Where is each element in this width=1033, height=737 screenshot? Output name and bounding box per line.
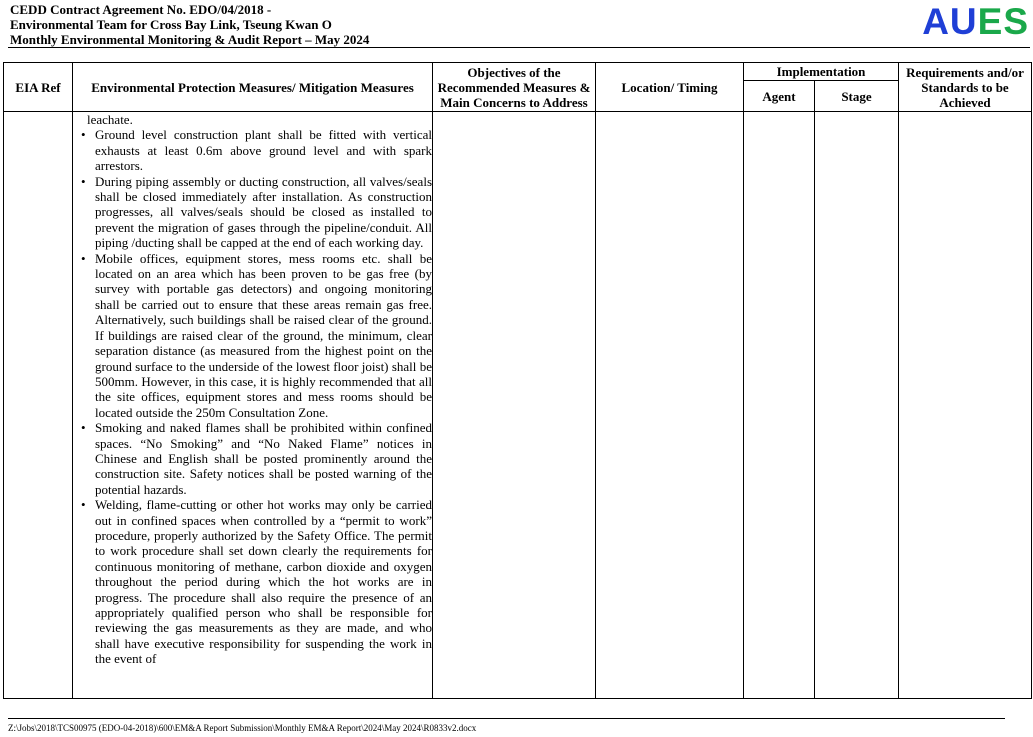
footer-divider [8,718,1005,719]
column-header-objectives: Objectives of the Recommended Measures & Main Concerns to Address [433,63,596,112]
footer-file-path: Z:\Jobs\2018\TCS00975 (EDO-04-2018)\600\EM&A Report Submission\Monthly EM&A Report\2024\May 2024\R0833v2.docx [8,723,477,733]
agent-cell [744,112,815,699]
document-header [10,2,910,47]
measure-continuation-text: leachate. [87,112,133,127]
column-header-stage: Stage [815,81,899,112]
column-header-eia-ref: EIA Ref [4,63,73,112]
eia-ref-cell [4,112,73,699]
list-item: • During piping assembly or ducting construction, all valves/seals shall be closed immediately after installation. As construction progresses, all valves/seals should be closed as installed to prevent the migration of gases through the pipeline/conduit. All piping /ducting shall be capped at the end of each working day. [87,174,432,251]
list-item: • Ground level construction plant shall be fitted with vertical exhausts at least 0.6m above ground level and with spark arrestors. [87,127,432,173]
mitigation-measures-table [3,62,1032,699]
column-header-requirements: Requirements and/or Standards to be Achieved [899,63,1032,112]
measures-bullet-list [73,127,432,666]
column-header-agent: Agent [744,81,815,112]
contract-title: CEDD Contract Agreement No. EDO/04/2018 - [10,2,272,17]
report-title: Monthly Environmental Monitoring & Audit Report – May 2024 [10,32,370,47]
list-item: • Smoking and naked flames shall be prohibited within confined spaces. “No Smoking” and “No Naked Flame” notices in Chinese and English shall be posted prominently around the construction site. Safety notices shall be posted warning of the potential hazards. [87,420,432,497]
logo-text-au: AU [922,1,978,42]
list-item: • Welding, flame-cutting or other hot works may only be carried out in confined spaces when controlled by a “permit to work” procedure, properly authorized by the Safety Office. The permit to work procedure shall set down clearly the requirements for continuous monitoring of methane, carbon dioxide and oxygen throughout the period during which the hot works are in progress. The procedure shall also require the presence of an appropriately qualified person who shall be responsible for reviewing the gas measurements as they are made, and who shall have executive responsibility for suspending the work in the event of [87,497,432,666]
stage-cell [815,112,899,699]
team-title: Environmental Team for Cross Bay Link, Tseung Kwan O [10,17,332,32]
requirements-cell [899,112,1032,699]
table-row [4,112,1032,699]
column-header-measures: Environmental Protection Measures/ Mitigation Measures [73,63,433,112]
list-item: • Mobile offices, equipment stores, mess rooms etc. shall be located on an area which has been proven to be gas free (by survey with portable gas detectors) and ongoing monitoring shall be carried out to ensure that these areas remain gas free. Alternatively, such buildings shall be raised clear of the ground. If buildings are raised clear of the ground, the minimum, clear separation distance (as measured from the highest point on the ground surface to the underside of the lowest floor joist) shall be 500mm. However, in this case, it is highly recommended that all the site offices, equipment stores and mess rooms should be located outside the 250m Consultation Zone. [87,251,432,420]
objectives-cell [433,112,596,699]
column-header-location-timing: Location/ Timing [596,63,744,112]
logo-text-es: ES [977,1,1029,42]
location-timing-cell [596,112,744,699]
aues-logo [922,2,1029,42]
column-header-implementation: Implementation [744,63,899,81]
measures-cell [73,112,433,699]
header-divider [8,47,1030,48]
